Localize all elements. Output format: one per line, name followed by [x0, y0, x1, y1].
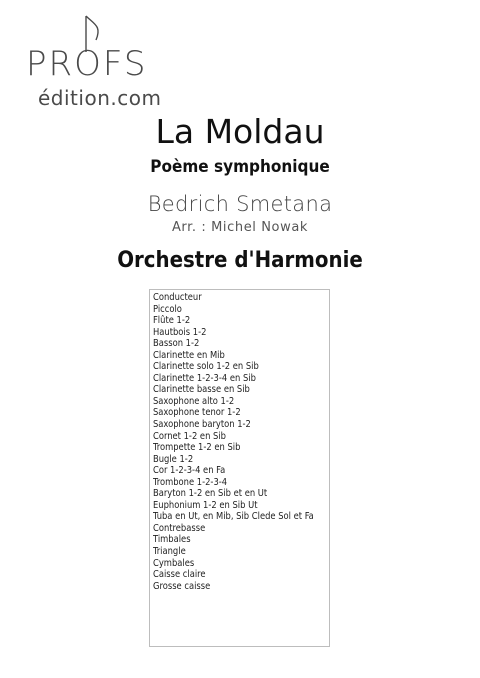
score-subtitle: Poème symphonique: [150, 157, 330, 177]
part-item: Cornet 1-2 en Sib: [153, 430, 226, 442]
part-item: Basson 1-2: [153, 338, 200, 350]
part-item: Euphonium 1-2 en Sib Ut: [153, 499, 258, 511]
score-title: La Moldau: [155, 112, 325, 151]
part-item: Clarinette solo 1-2 en Sib: [153, 361, 259, 373]
logo-domain-text: édition.com: [38, 86, 162, 110]
part-item: Saxophone baryton 1-2: [153, 419, 251, 431]
part-item: Hautbois 1-2: [153, 326, 207, 338]
part-item: Grosse caisse: [153, 580, 211, 592]
part-item: Triangle: [153, 546, 186, 558]
part-item: Timbales: [153, 534, 191, 546]
part-item: Contrebasse: [153, 522, 206, 534]
part-item: Trompette 1-2 en Sib: [153, 442, 241, 454]
part-item: Saxophone alto 1-2: [153, 395, 235, 407]
part-item: Bugle 1-2: [153, 453, 194, 465]
part-item: Flûte 1-2: [153, 315, 191, 327]
part-item: Clarinette en Mib: [153, 349, 225, 361]
part-item: Caisse claire: [153, 569, 206, 581]
arranger-credit: Arr. : Michel Nowak: [171, 220, 309, 235]
part-item: Tuba en Ut, en Mib, Sib Clede Sol et Fa: [153, 511, 314, 523]
part-item: Clarinette basse en Sib: [153, 384, 250, 396]
part-item: Baryton 1-2 en Sib et en Ut: [153, 488, 268, 500]
part-item: Cor 1-2-3-4 en Fa: [153, 465, 226, 477]
parts-list-box: [149, 289, 330, 647]
publisher-logo[interactable]: [22, 14, 172, 110]
part-item: Cymbales: [153, 557, 195, 569]
part-item: Trombone 1-2-3-4: [153, 476, 228, 488]
part-item: Conducteur: [153, 292, 202, 303]
part-item: Piccolo: [153, 303, 182, 315]
ensemble-heading: Orchestre d'Harmonie: [117, 248, 363, 273]
composer-name: Bedrich Smetana: [147, 192, 333, 216]
part-item: Clarinette 1-2-3-4 en Sib: [153, 372, 256, 384]
logo-brand-text: PROFS: [26, 44, 148, 84]
part-item: Saxophone tenor 1-2: [153, 407, 241, 419]
parts-list: [153, 292, 326, 592]
